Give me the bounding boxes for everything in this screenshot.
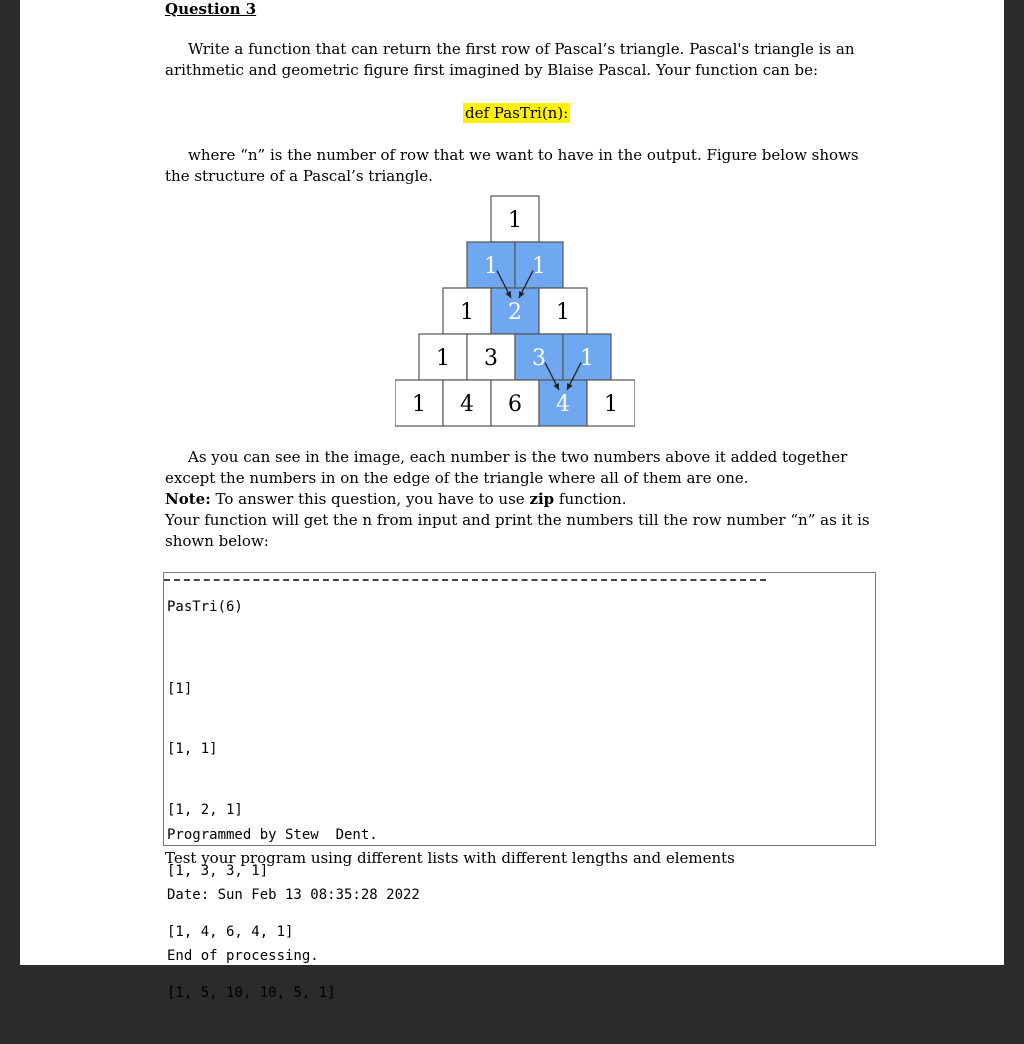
question-heading: Question 3 [165, 0, 257, 18]
output-footer-line: End of processing. [167, 948, 319, 965]
output-row: [1, 4, 6, 4, 1] [167, 924, 294, 941]
triangle-cell-value: 1 [484, 254, 498, 279]
intro-text: Write a function that can return the first row of Pascal’s triangle. Pascal's triangle is an arithmetic and geometric figure first imagined by Blaise Pascal. Your function can be: [165, 40, 855, 79]
triangle-cell-value: 1 [556, 300, 570, 325]
test-instruction: Test your program using different lists with different lengths and elements [165, 849, 735, 867]
pascal-triangle-svg [395, 195, 635, 435]
triangle-cell-value: 1 [532, 254, 546, 279]
pascal-triangle-figure [395, 195, 635, 435]
output-row: [1, 5, 10, 10, 5, 1] [167, 985, 336, 1002]
where-paragraph [165, 145, 870, 187]
explain-paragraph [165, 447, 870, 489]
triangle-cell-value: 1 [436, 346, 450, 371]
output-row: [1] [167, 680, 193, 697]
explain-text: As you can see in the image, each number is the two numbers above it added together except the numbers in on the edge of the triangle where all of them are one. [165, 448, 848, 487]
triangle-cell-value: 3 [532, 346, 546, 371]
note-text-after: function. [554, 490, 627, 508]
output-call: PasTri(6) [167, 599, 243, 615]
note-keyword: zip [529, 490, 555, 508]
output-footer-line: Date: Sun Feb 13 08:35:28 2022 [167, 887, 420, 904]
triangle-cell-value: 1 [580, 346, 594, 371]
triangle-cell-value: 4 [460, 392, 474, 417]
dashed-divider [164, 579, 766, 581]
output-row: [1, 3, 3, 1] [167, 863, 269, 880]
triangle-cell-value: 1 [412, 392, 426, 417]
triangle-cell-value: 3 [484, 346, 498, 371]
function-signature: def PasTri(n): [465, 104, 569, 122]
input-paragraph [165, 510, 870, 552]
triangle-cell-value: 4 [556, 392, 570, 417]
input-text: Your function will get the n from input and print the numbers till the row number “n” as it is shown below: [165, 511, 870, 550]
output-footer-line: Programmed by Stew Dent. [167, 826, 378, 843]
triangle-cell-value: 6 [508, 392, 522, 417]
output-row: [1, 2, 1] [167, 802, 243, 819]
triangle-cell-value: 1 [604, 392, 618, 417]
triangle-cell-value: 2 [508, 300, 522, 325]
triangle-cell-value: 1 [460, 300, 474, 325]
note-label: Note: [165, 490, 211, 508]
output-footer [167, 784, 420, 1007]
intro-paragraph [165, 39, 870, 81]
where-text: where “n” is the number of row that we want to have in the output. Figure below shows the structure of a Pascal’s triangle. [165, 146, 859, 185]
note-text-before: To answer this question, you have to use [210, 490, 530, 508]
output-row: [1, 1] [167, 741, 218, 758]
note-paragraph [165, 489, 870, 510]
triangle-cell-value: 1 [508, 208, 522, 233]
